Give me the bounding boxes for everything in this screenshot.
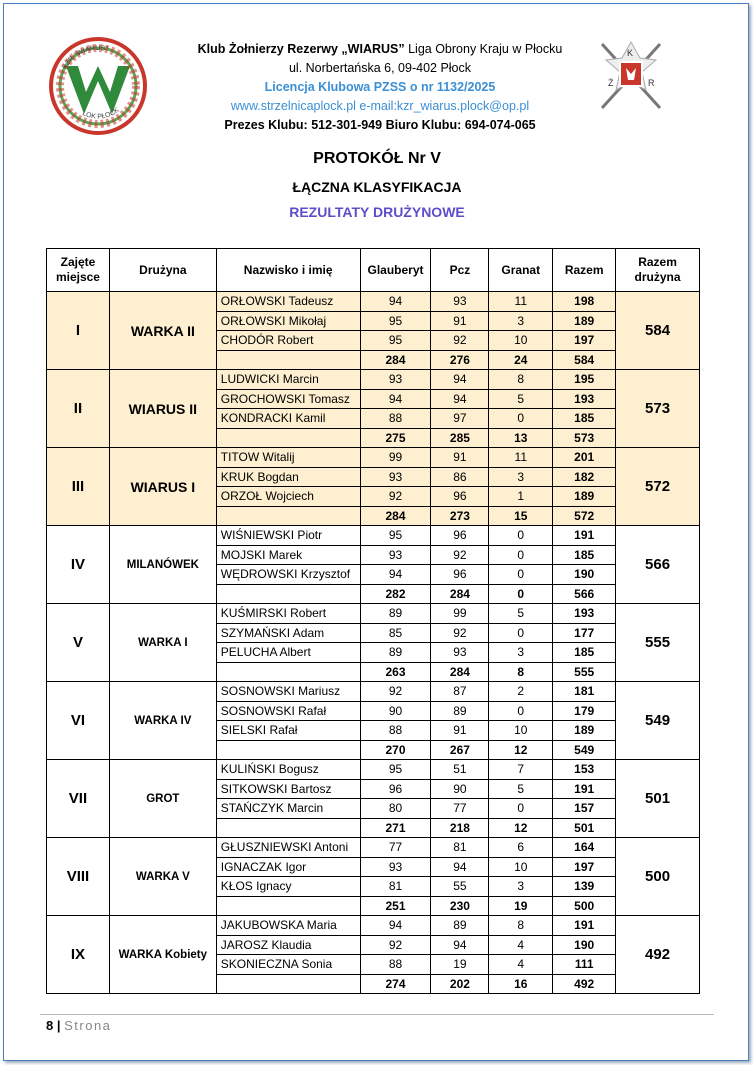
member-pcz: 55 [431,877,489,897]
team-place: IV [47,526,110,604]
member-razem: 189 [553,487,616,507]
member-granat: 10 [489,857,553,877]
member-granat: 3 [489,467,553,487]
member-name: KŁOS Ignacy [216,877,360,897]
member-pcz: 51 [431,760,489,780]
member-granat: 10 [489,721,553,741]
member-pcz: 96 [431,526,489,546]
member-razem: 185 [553,409,616,429]
sum-granat: 13 [489,428,553,448]
member-glauberyt: 99 [360,448,431,468]
member-razem: 197 [553,331,616,351]
member-razem: 201 [553,448,616,468]
sum-label-cell [216,350,360,370]
member-pcz: 92 [431,623,489,643]
team-place: IX [47,916,110,994]
team-name: GROT [109,760,216,838]
member-granat: 0 [489,565,553,585]
member-granat: 2 [489,682,553,702]
sum-glauberyt: 271 [360,818,431,838]
sum-glauberyt: 284 [360,506,431,526]
team-name: WIARUS II [109,370,216,448]
member-granat: 11 [489,448,553,468]
member-glauberyt: 89 [360,604,431,624]
results-body [47,292,700,994]
sum-granat: 19 [489,896,553,916]
member-glauberyt: 95 [360,311,431,331]
member-razem: 177 [553,623,616,643]
member-granat: 0 [489,623,553,643]
member-pcz: 93 [431,292,489,312]
club-license: Licencja Klubowa PZSS o nr 1132/2025 [264,80,496,94]
member-glauberyt: 88 [360,409,431,429]
sum-razem: 566 [553,584,616,604]
col-place: Zajęte miejsce [47,249,110,292]
member-pcz: 87 [431,682,489,702]
member-razem: 197 [553,857,616,877]
member-glauberyt: 94 [360,916,431,936]
results-table [46,248,700,994]
team-total: 573 [616,370,700,448]
sum-glauberyt: 274 [360,974,431,994]
member-razem: 185 [553,643,616,663]
sum-pcz: 285 [431,428,489,448]
sum-label-cell [216,896,360,916]
member-glauberyt: 93 [360,467,431,487]
member-pcz: 89 [431,916,489,936]
team-place: I [47,292,110,370]
member-granat: 5 [489,779,553,799]
member-name: ORZOŁ Wojciech [216,487,360,507]
member-glauberyt: 89 [360,643,431,663]
team-place: II [47,370,110,448]
sum-razem: 584 [553,350,616,370]
sum-razem: 492 [553,974,616,994]
table-row [47,526,700,546]
sum-label-cell [216,740,360,760]
member-razem: 153 [553,760,616,780]
member-name: JAROSZ Klaudia [216,935,360,955]
sum-granat: 12 [489,818,553,838]
member-granat: 5 [489,604,553,624]
member-granat: 3 [489,311,553,331]
team-total: 549 [616,682,700,760]
member-granat: 7 [489,760,553,780]
member-razem: 189 [553,721,616,741]
col-granat: Granat [489,249,553,292]
sum-label-cell [216,584,360,604]
team-name: WARKA Kobiety [109,916,216,994]
member-razem: 111 [553,955,616,975]
member-pcz: 93 [431,643,489,663]
sum-pcz: 276 [431,350,489,370]
sum-glauberyt: 251 [360,896,431,916]
member-razem: 191 [553,526,616,546]
member-name: IGNACZAK Igor [216,857,360,877]
member-name: KONDRACKI Kamil [216,409,360,429]
member-name: KULIŃSKI Bogusz [216,760,360,780]
sum-glauberyt: 263 [360,662,431,682]
sum-granat: 24 [489,350,553,370]
member-glauberyt: 93 [360,370,431,390]
member-pcz: 96 [431,487,489,507]
sum-glauberyt: 275 [360,428,431,448]
member-glauberyt: 77 [360,838,431,858]
member-glauberyt: 90 [360,701,431,721]
table-row [47,682,700,702]
table-row [47,838,700,858]
member-glauberyt: 96 [360,779,431,799]
member-name: MOJSKI Marek [216,545,360,565]
club-logo [42,36,154,136]
table-row [47,292,700,312]
member-glauberyt: 94 [360,292,431,312]
classification-subtitle: ŁĄCZNA KLASYFIKACJA [292,179,462,195]
team-name: WARKA II [109,292,216,370]
member-granat: 8 [489,370,553,390]
member-name: PELUCHA Albert [216,643,360,663]
member-razem: 193 [553,389,616,409]
member-name: ORŁOWSKI Tadeusz [216,292,360,312]
table-row [47,370,700,390]
team-total: 492 [616,916,700,994]
member-name: SKONIECZNA Sonia [216,955,360,975]
page-footer [46,1018,111,1033]
member-name: LUDWICKI Marcin [216,370,360,390]
member-razem: 179 [553,701,616,721]
member-glauberyt: 88 [360,955,431,975]
member-granat: 10 [489,331,553,351]
member-razem: 191 [553,779,616,799]
member-name: GROCHOWSKI Tomasz [216,389,360,409]
member-pcz: 91 [431,311,489,331]
sum-granat: 0 [489,584,553,604]
sum-razem: 572 [553,506,616,526]
member-pcz: 92 [431,331,489,351]
member-name: KRUK Bogdan [216,467,360,487]
emblem-letter-k: K [627,48,634,58]
col-name: Nazwisko i imię [216,249,360,292]
col-razem-team: Razem drużyna [616,249,700,292]
sum-label-cell [216,818,360,838]
sum-razem: 501 [553,818,616,838]
member-pcz: 91 [431,448,489,468]
member-granat: 0 [489,526,553,546]
member-pcz: 97 [431,409,489,429]
member-glauberyt: 93 [360,545,431,565]
member-pcz: 81 [431,838,489,858]
logo-bottom-text: LOK PŁOCK [81,106,121,121]
page-label: Strona [64,1018,112,1033]
col-pcz: Pcz [431,249,489,292]
sum-label-cell [216,506,360,526]
member-razem: 190 [553,935,616,955]
member-glauberyt: 92 [360,935,431,955]
member-razem: 189 [553,311,616,331]
sum-glauberyt: 282 [360,584,431,604]
sum-label-cell [216,428,360,448]
sum-label-cell [216,662,360,682]
member-razem: 139 [553,877,616,897]
team-place: VI [47,682,110,760]
member-granat: 3 [489,877,553,897]
sum-glauberyt: 270 [360,740,431,760]
member-razem: 193 [553,604,616,624]
team-name: WARKA V [109,838,216,916]
member-name: SITKOWSKI Bartosz [216,779,360,799]
member-name: TITOW Witalij [216,448,360,468]
member-name: STAŃCZYK Marcin [216,799,360,819]
member-granat: 8 [489,916,553,936]
team-total: 500 [616,838,700,916]
sum-razem: 555 [553,662,616,682]
member-name: CHODÓR Robert [216,331,360,351]
member-glauberyt: 92 [360,682,431,702]
sum-pcz: 218 [431,818,489,838]
member-granat: 4 [489,955,553,975]
member-granat: 6 [489,838,553,858]
member-name: GŁUSZNIEWSKI Antoni [216,838,360,858]
member-pcz: 94 [431,857,489,877]
sum-granat: 8 [489,662,553,682]
member-granat: 5 [489,389,553,409]
team-place: V [47,604,110,682]
member-pcz: 94 [431,370,489,390]
member-razem: 182 [553,467,616,487]
member-name: ORŁOWSKI Mikołaj [216,311,360,331]
team-total: 555 [616,604,700,682]
team-total: 566 [616,526,700,604]
member-pcz: 89 [431,701,489,721]
team-name: WARKA I [109,604,216,682]
member-razem: 181 [553,682,616,702]
member-granat: 0 [489,701,553,721]
team-name: WARKA IV [109,682,216,760]
team-name: MILANÓWEK [109,526,216,604]
member-pcz: 91 [431,721,489,741]
table-row [47,604,700,624]
member-razem: 164 [553,838,616,858]
member-granat: 11 [489,292,553,312]
sum-pcz: 267 [431,740,489,760]
member-granat: 4 [489,935,553,955]
page-number: 8 [46,1018,54,1033]
member-glauberyt: 95 [360,526,431,546]
member-glauberyt: 81 [360,877,431,897]
member-granat: 0 [489,799,553,819]
member-pcz: 19 [431,955,489,975]
sum-pcz: 284 [431,662,489,682]
sum-razem: 549 [553,740,616,760]
kzr-emblem [596,38,666,114]
member-pcz: 86 [431,467,489,487]
emblem-letter-z: Ż [608,78,614,88]
member-name: WĘDROWSKI Krzysztof [216,565,360,585]
team-total: 572 [616,448,700,526]
col-team: Drużyna [109,249,216,292]
member-glauberyt: 94 [360,565,431,585]
member-name: KUŚMIRSKI Robert [216,604,360,624]
club-contact: Prezes Klubu: 512-301-949 Biuro Klubu: 694-074-065 [224,118,536,132]
member-pcz: 96 [431,565,489,585]
club-affiliation: Liga Obrony Kraju w Płocku [404,42,563,56]
sum-pcz: 284 [431,584,489,604]
team-place: VII [47,760,110,838]
sum-label-cell [216,974,360,994]
team-place: VIII [47,838,110,916]
team-total: 584 [616,292,700,370]
member-pcz: 77 [431,799,489,819]
member-name: SZYMAŃSKI Adam [216,623,360,643]
member-granat: 0 [489,545,553,565]
member-pcz: 94 [431,389,489,409]
table-row [47,760,700,780]
member-glauberyt: 95 [360,331,431,351]
sum-granat: 15 [489,506,553,526]
member-granat: 0 [489,409,553,429]
member-razem: 185 [553,545,616,565]
emblem-letter-r: R [648,78,655,88]
sum-granat: 12 [489,740,553,760]
member-name: SOSNOWSKI Mariusz [216,682,360,702]
table-row [47,448,700,468]
member-pcz: 90 [431,779,489,799]
club-name: Klub Żołnierzy Rezerwy „WIARUS” [197,42,405,56]
member-razem: 190 [553,565,616,585]
member-pcz: 92 [431,545,489,565]
team-total: 501 [616,760,700,838]
club-header [160,40,600,135]
member-glauberyt: 88 [360,721,431,741]
page-separator: | [53,1018,65,1033]
club-address: ul. Norbertańska 6, 09-402 Płock [288,61,472,75]
sum-pcz: 202 [431,974,489,994]
member-name: JAKUBOWSKA Maria [216,916,360,936]
sum-razem: 500 [553,896,616,916]
footer-divider [40,1014,714,1015]
member-name: SIELSKI Rafał [216,721,360,741]
member-glauberyt: 93 [360,857,431,877]
member-name: SOSNOWSKI Rafał [216,701,360,721]
sum-pcz: 230 [431,896,489,916]
member-glauberyt: 85 [360,623,431,643]
club-web-email[interactable]: www.strzelnicaplock.pl e-mail:kzr_wiarus.plock@op.pl [230,99,530,113]
col-glauberyt: Glauberyt [360,249,431,292]
table-header-row [47,249,700,292]
member-granat: 1 [489,487,553,507]
member-name: WIŚNIEWSKI Piotr [216,526,360,546]
member-pcz: 99 [431,604,489,624]
member-razem: 195 [553,370,616,390]
member-razem: 198 [553,292,616,312]
protocol-title: PROTOKÓŁ Nr V [313,150,441,167]
sum-pcz: 273 [431,506,489,526]
sum-razem: 573 [553,428,616,448]
member-glauberyt: 94 [360,389,431,409]
sum-granat: 16 [489,974,553,994]
member-glauberyt: 92 [360,487,431,507]
member-granat: 3 [489,643,553,663]
col-razem: Razem [553,249,616,292]
team-name: WIARUS I [109,448,216,526]
member-glauberyt: 80 [360,799,431,819]
member-pcz: 94 [431,935,489,955]
section-title: REZULTATY DRUŻYNOWE [289,204,465,220]
table-row [47,916,700,936]
member-razem: 191 [553,916,616,936]
logo-top-text: KŻR "WIARUS" [61,44,109,71]
member-glauberyt: 95 [360,760,431,780]
sum-glauberyt: 284 [360,350,431,370]
member-razem: 157 [553,799,616,819]
team-place: III [47,448,110,526]
